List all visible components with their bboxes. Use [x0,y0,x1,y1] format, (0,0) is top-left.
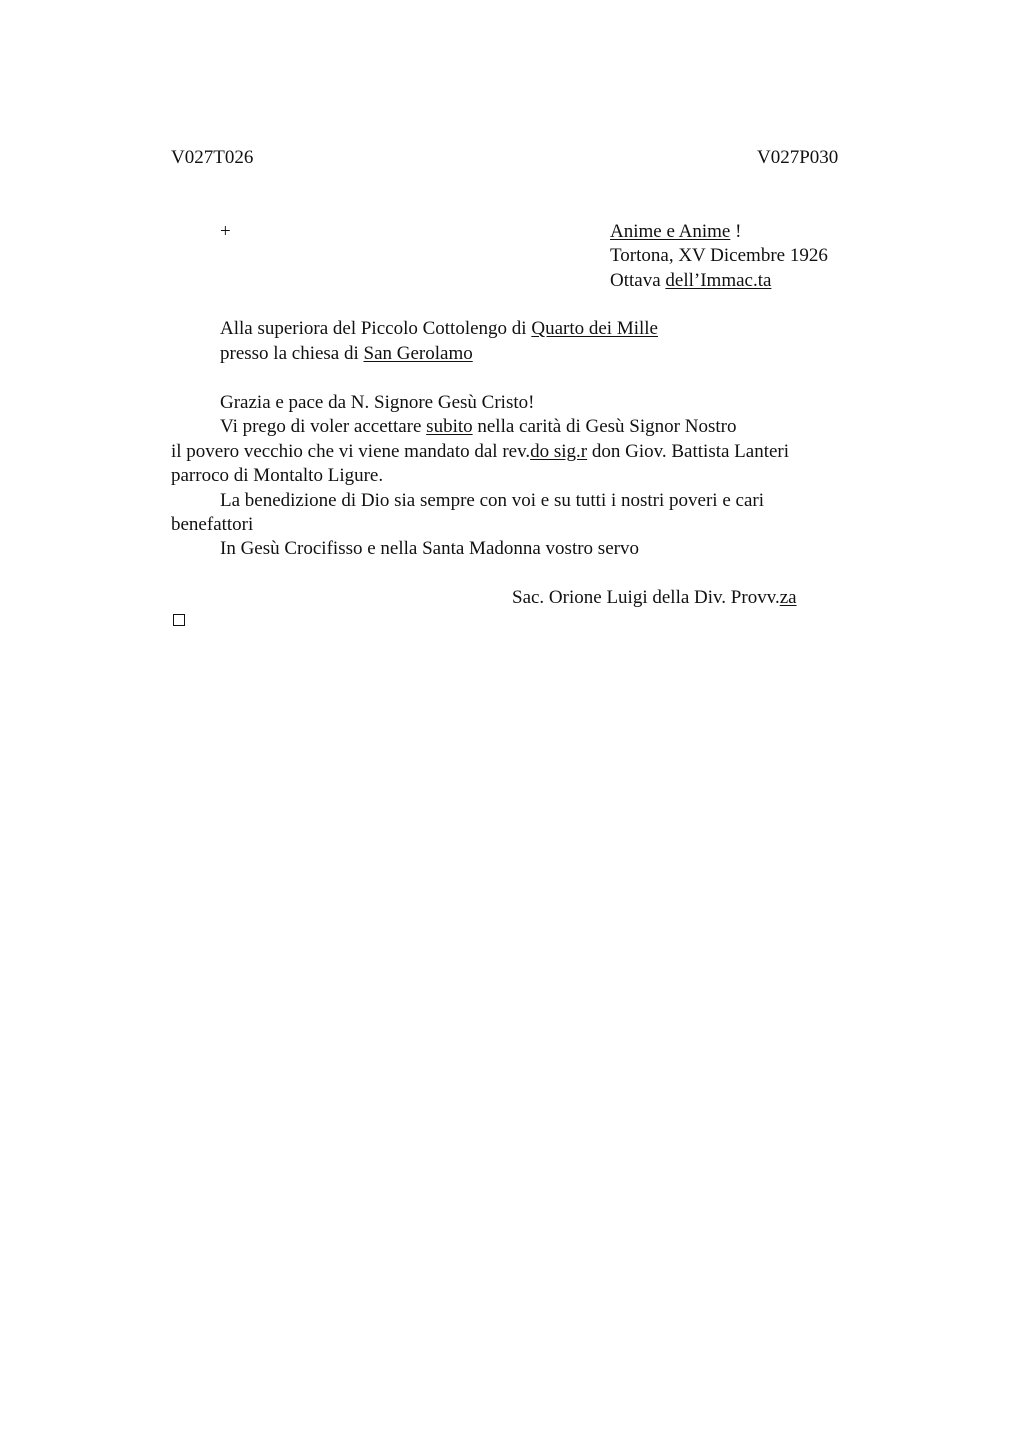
address-line-2-prefix: presso la chiesa di [220,343,364,364]
signature-text: Sac. Orione Luigi della Div. Provv. [512,587,780,608]
signature-underlined: za [779,587,797,608]
address-church-underlined: San Gerolamo [363,343,473,364]
paragraph-1-line-2-suffix: don Giov. Battista Lanteri [587,441,790,462]
place-date: Tortona, XV Dicembre 1926 [610,245,828,266]
document-code-right: V027P030 [757,147,839,168]
end-of-letter-square-icon [173,614,185,626]
paragraph-1-line-2-underlined: do sig.r [530,441,588,462]
paragraph-2-line-2: benefattori [171,514,254,535]
motto-underlined: Anime e Anime [610,221,731,242]
octave-line [610,269,771,293]
document-code-left: V027T026 [171,147,254,168]
address-line-1 [220,317,658,341]
closing-line: In Gesù Crocifisso e nella Santa Madonna vostro servo [220,538,639,559]
address-line-1-prefix: Alla superiora del Piccolo Cottolengo di [220,318,532,339]
paragraph-1-prefix: Vi prego di voler accettare [220,416,427,437]
paragraph-1-suffix: nella carità di Gesù Signor Nostro [472,416,737,437]
address-place-underlined: Quarto dei Mille [531,318,658,339]
motto-line [610,220,741,244]
greeting: Grazia e pace da N. Signore Gesù Cristo! [220,392,535,413]
paragraph-1-line-2-prefix: il povero vecchio che vi viene mandato dal rev. [171,441,531,462]
motto-tail: ! [730,221,742,242]
paragraph-1-underlined: subito [426,416,473,437]
octave-underlined: dell’Immac.ta [665,270,772,291]
paragraph-1-line-3: parroco di Montalto Ligure. [171,465,384,486]
paragraph-1-line-2 [171,440,789,464]
paragraph-1-line-1 [220,415,736,439]
octave-prefix: Ottava [610,270,666,291]
address-line-2 [220,342,473,366]
cross-symbol: + [220,221,231,242]
signature [512,586,797,610]
paragraph-2-line-1: La benedizione di Dio sia sempre con voi e su tutti i nostri poveri e cari [220,490,764,511]
